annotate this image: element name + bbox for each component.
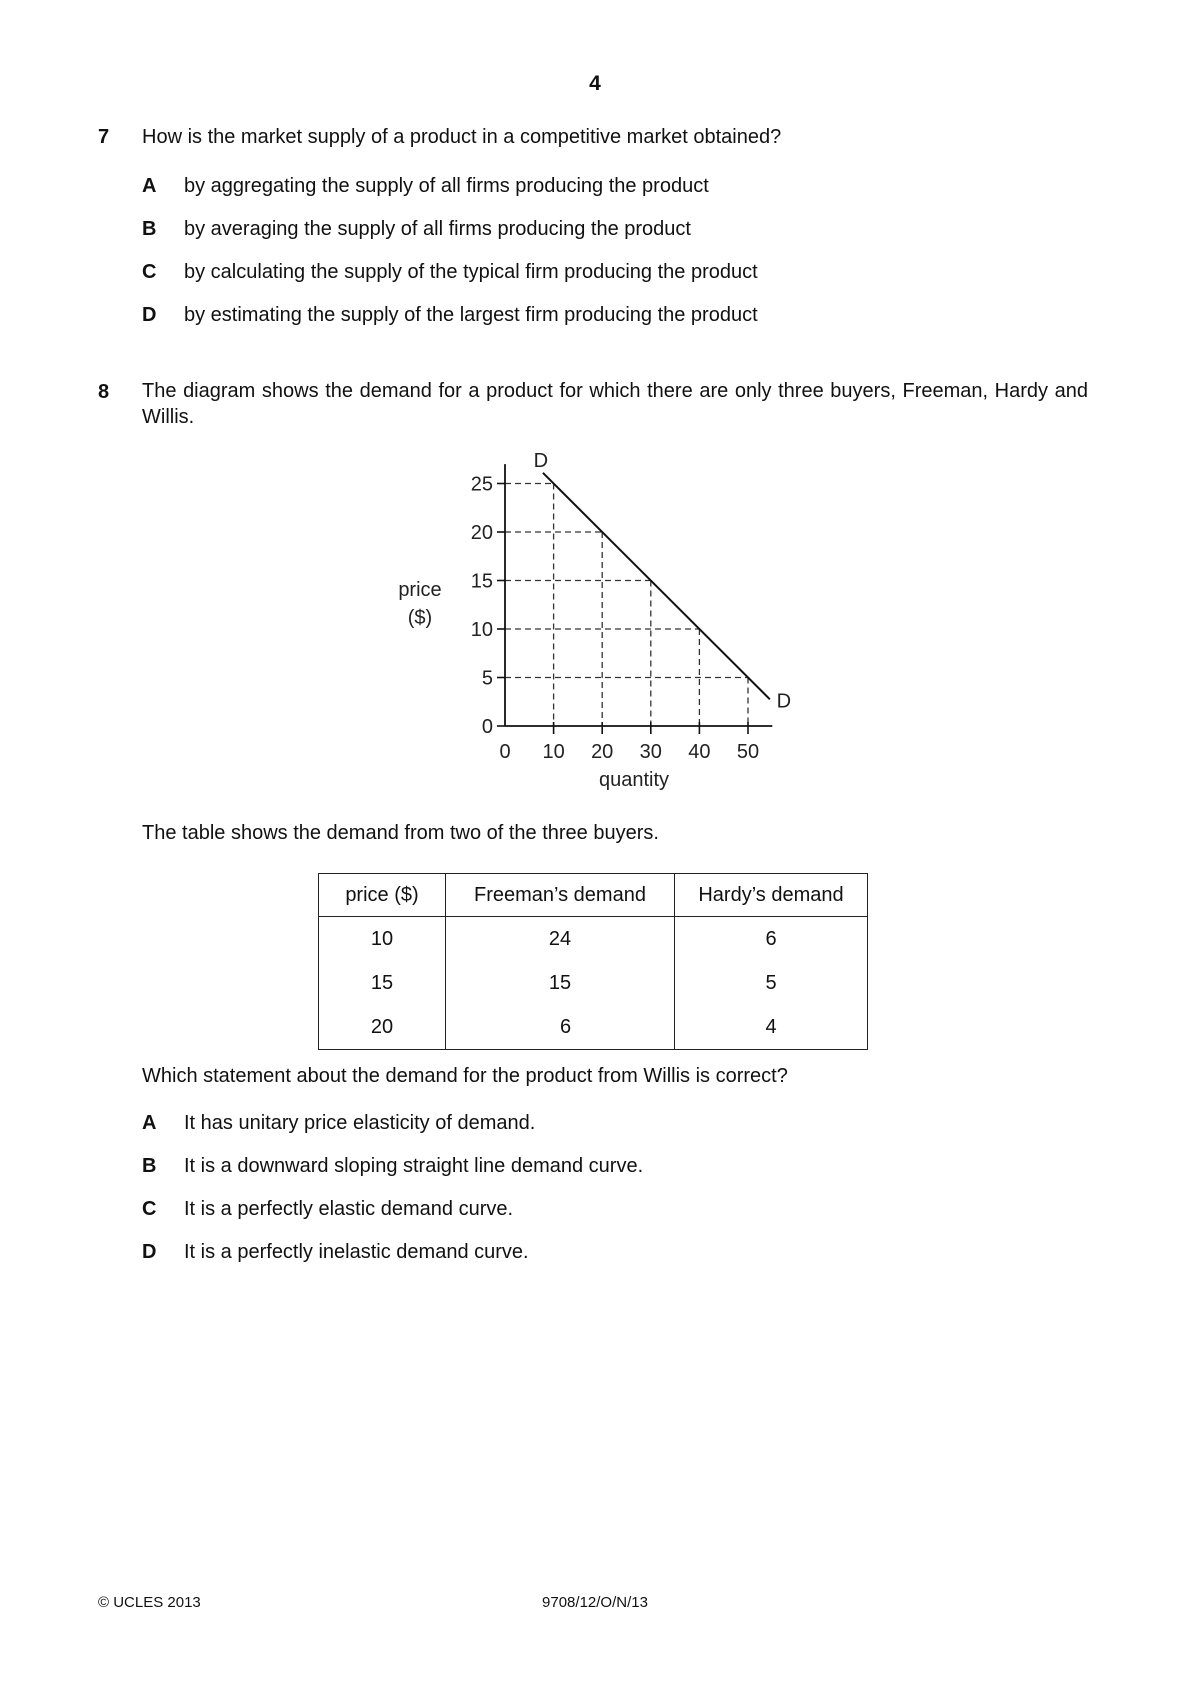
q7-option-b-text: by averaging the supply of all firms producing the product [184, 218, 691, 240]
cell-freeman: 15 [446, 961, 675, 1005]
cell-price: 10 [319, 917, 446, 962]
y-tick-label: 25 [470, 473, 493, 496]
q8-option-c-letter: C [142, 1198, 157, 1220]
y-axis-label-price: price [398, 579, 442, 601]
dashed-guides [505, 484, 748, 727]
demand-curve-group [534, 450, 791, 712]
x-tick-label: 0 [499, 741, 511, 763]
question-8-stem: Which statement about the demand for the product from Willis is correct? [142, 1065, 788, 1087]
cell-freeman: 6 [446, 1005, 675, 1050]
question-7-number: 7 [98, 126, 110, 148]
q8-option-a-letter: A [142, 1112, 157, 1134]
q8-option-c-text: It is a perfectly elastic demand curve. [184, 1198, 514, 1220]
q7-option-d-text: by estimating the supply of the largest firm producing the product [184, 304, 758, 326]
cell-hardy: 5 [675, 961, 868, 1005]
q7-option-a-text: by aggregating the supply of all firms producing the product [184, 175, 709, 197]
y-tick-label: 10 [470, 619, 493, 641]
cell-price: 15 [319, 961, 446, 1005]
header-hardy: Hardy’s demand [675, 874, 868, 917]
cell-price: 20 [319, 1005, 446, 1050]
question-7-text: How is the market supply of a product in a competitive market obtained? [142, 126, 782, 148]
header-price: price ($) [319, 874, 446, 917]
demand-curve-label-bottom: D [776, 690, 792, 713]
question-8-text: The diagram shows the demand for a product for which there are only three buyers, Freeman, Hardy and Willis. [142, 380, 1088, 428]
page-number: 4 [589, 72, 601, 95]
y-tick-label: 5 [481, 667, 493, 690]
x-axis-label: quantity [598, 769, 670, 791]
y-tick-label: 0 [481, 716, 493, 738]
cell-hardy: 6 [675, 917, 868, 962]
q8-option-a-text: It has unitary price elasticity of demand. [184, 1112, 536, 1134]
table-row [319, 917, 868, 962]
demand-diagram [380, 450, 800, 800]
q8-option-d-letter: D [142, 1241, 157, 1263]
q7-option-c-letter: C [142, 261, 157, 283]
table-header-row [319, 874, 868, 917]
q8-option-b-text: It is a downward sloping straight line demand curve. [184, 1155, 644, 1177]
q7-option-c-text: by calculating the supply of the typical firm producing the product [184, 261, 758, 283]
q7-option-a-letter: A [142, 175, 157, 197]
demand-curve-label-top: D [533, 450, 549, 472]
demand-curve [543, 473, 770, 699]
y-axis-label-unit: ($) [407, 607, 433, 629]
chart-axes [505, 464, 772, 726]
table-row [319, 1005, 868, 1050]
y-tick-label: 20 [470, 522, 493, 544]
x-tick-label: 30 [639, 741, 662, 763]
chart-ticks [471, 474, 759, 764]
header-freeman: Freeman’s demand [446, 874, 675, 917]
x-tick-label: 20 [591, 741, 614, 763]
cell-hardy: 4 [675, 1005, 868, 1050]
y-tick-label: 15 [470, 570, 493, 593]
q7-option-b-letter: B [142, 218, 157, 240]
x-tick-label: 40 [688, 741, 711, 763]
footer-paper-code: 9708/12/O/N/13 [542, 1594, 648, 1611]
q8-option-d-text: It is a perfectly inelastic demand curve. [184, 1241, 529, 1263]
demand-table [318, 873, 868, 1050]
x-tick-label: 10 [542, 741, 565, 763]
table-row [319, 961, 868, 1005]
x-tick-label: 50 [736, 741, 760, 763]
q7-option-d-letter: D [142, 304, 157, 326]
cell-freeman: 24 [446, 917, 675, 962]
table-intro: The table shows the demand from two of the three buyers. [142, 822, 659, 844]
question-8-number: 8 [98, 381, 110, 403]
q8-option-b-letter: B [142, 1155, 157, 1177]
footer-copyright: © UCLES 2013 [98, 1594, 201, 1611]
